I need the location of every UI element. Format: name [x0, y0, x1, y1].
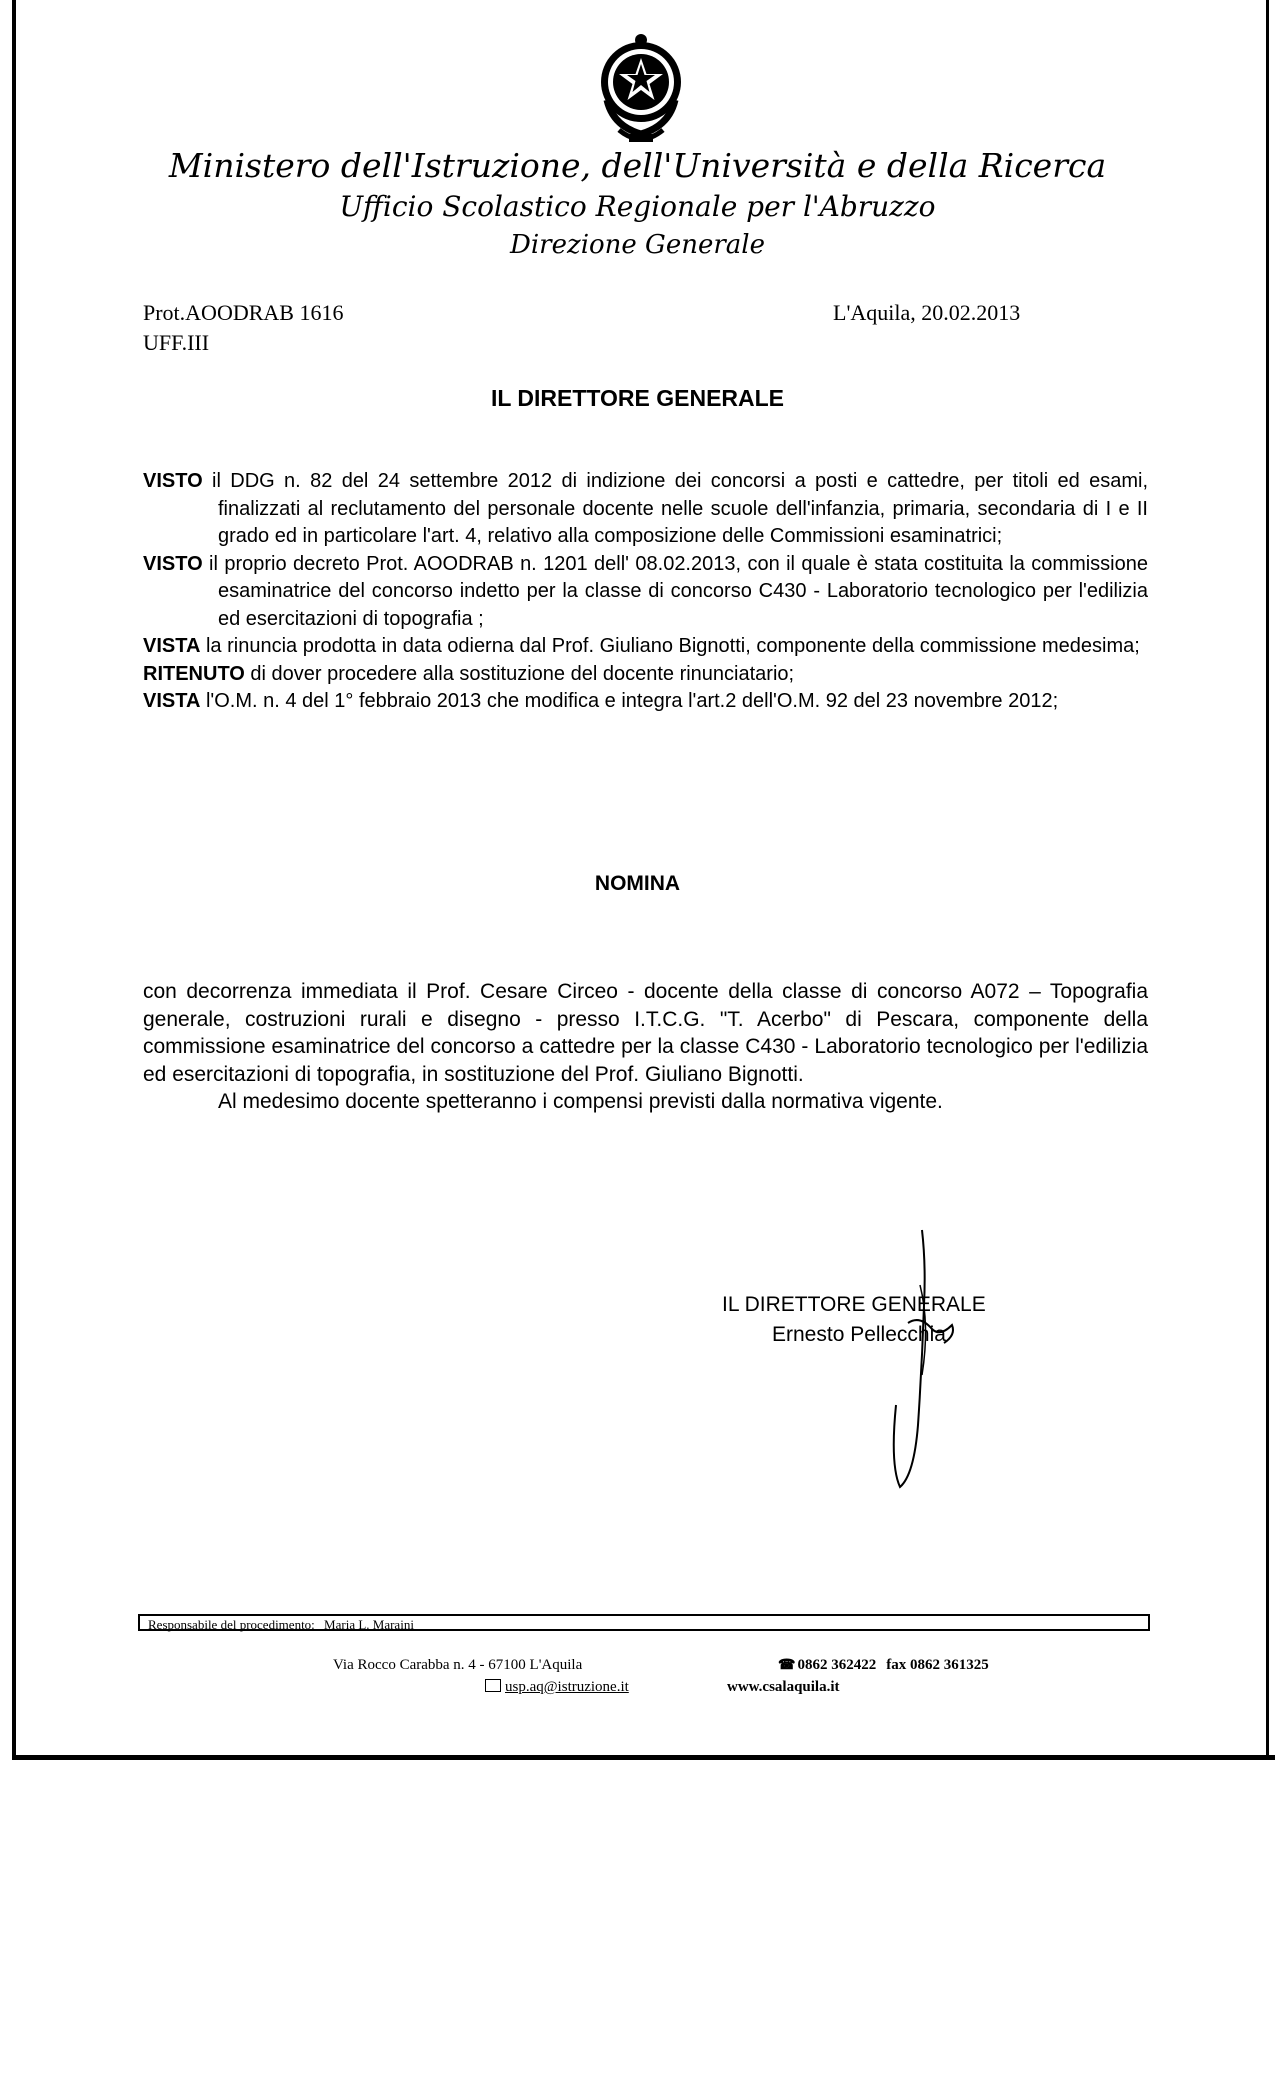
premise-item [143, 688, 1148, 716]
decision-paragraph: con decorrenza immediata il Prof. Cesare Circeo - docente della classe di concorso A072 – Topografia generale, costruzioni rurali e disegno - presso I.T.C.G. "T. Acerbo" di Pescara, componente della commissione esaminatrice del concorso a cattedre per la classe C430 - Laboratorio tecnologico per l'edilizia ed esercitazioni di topografia, in sostituzione del Prof. Giuliano Bignotti. [143, 980, 1148, 1086]
office-name: Ufficio Scolastico Regionale per l'Abruzzo [339, 190, 936, 223]
telephone-icon: ☎ [778, 1658, 796, 1673]
responsible-label: Responsabile del procedimento: [148, 1617, 315, 1632]
premise-text: il DDG n. 82 del 24 settembre 2012 di indizione dei concorsi a posti e cattedre, per titoli ed esami, finalizzati al reclutamento del personale docente nelle scuole dell'infanzia, primaria, secondaria di I e II grado ed in particolare l'art. 4, relativo alla composizione delle Commissioni esaminatrici; [202, 470, 1148, 547]
premise-keyword: VISTO [143, 552, 203, 575]
signatory-title: IL DIRETTORE GENERALE [722, 1293, 986, 1316]
premise-keyword: RITENUTO [143, 662, 245, 685]
office-phone-row [778, 1657, 989, 1674]
place-date: L'Aquila, 20.02.2013 [833, 300, 1021, 325]
office-email: usp.aq@istruzione.it [505, 1679, 629, 1695]
ministry-name: Ministero dell'Istruzione, dell'Università e della Ricerca [168, 146, 1107, 185]
premise-item [143, 551, 1148, 634]
protocol-office: UFF.III [143, 330, 210, 355]
office-address: Via Rocco Carabba n. 4 - 67100 L'Aquila [333, 1657, 583, 1673]
premise-item [143, 633, 1148, 661]
italian-republic-emblem-icon [593, 30, 689, 150]
premise-text: la rinuncia prodotta in data odierna dal Prof. Giuliano Bignotti, componente della commissione medesima; [200, 635, 1140, 657]
responsible-person-box [138, 1614, 1150, 1631]
premises-list [143, 468, 1148, 716]
premise-keyword: VISTO [143, 470, 203, 492]
premise-keyword: VISTA [143, 635, 201, 657]
directorate-name: Direzione Generale [510, 230, 765, 260]
office-phone: 0862 362422 [797, 1657, 877, 1673]
responsible-name: Maria L. Maraini [324, 1617, 414, 1632]
decision-body [143, 978, 1148, 1116]
document-title: IL DIRETTORE GENERALE [490, 385, 785, 411]
signatory-name: Ernesto Pellecchia [772, 1323, 946, 1346]
office-website: www.csalaquila.it [727, 1679, 840, 1695]
premise-item [143, 468, 1148, 551]
premise-keyword: VISTA [143, 690, 201, 712]
decision-heading: NOMINA [594, 872, 681, 895]
office-fax: fax 0862 361325 [886, 1657, 989, 1673]
protocol-number: Prot.AOODRAB 1616 [143, 300, 344, 325]
premise-text: il proprio decreto Prot. AOODRAB n. 1201 dell' 08.02.2013, con il quale è stata costituita la commissione esaminatrice del concorso indetto per la classe di concorso C430 - Laboratorio tecnologico per l'edilizia ed esercitazioni di topografia ; [202, 552, 1148, 630]
compensation-paragraph: Al medesimo docente spetteranno i compensi previsti dalla normativa vigente. [218, 1090, 943, 1113]
handwritten-signature-icon [860, 1225, 980, 1495]
office-email-row [485, 1679, 629, 1696]
premise-text: di dover procedere alla sostituzione del docente rinunciatario; [244, 662, 795, 685]
premise-text: l'O.M. n. 4 del 1° febbraio 2013 che modifica e integra l'art.2 dell'O.M. 92 del 23 novembre 2012; [200, 690, 1059, 712]
envelope-icon [485, 1679, 501, 1692]
premise-item [143, 661, 1148, 689]
scan-border-bottom [12, 1755, 1275, 1760]
